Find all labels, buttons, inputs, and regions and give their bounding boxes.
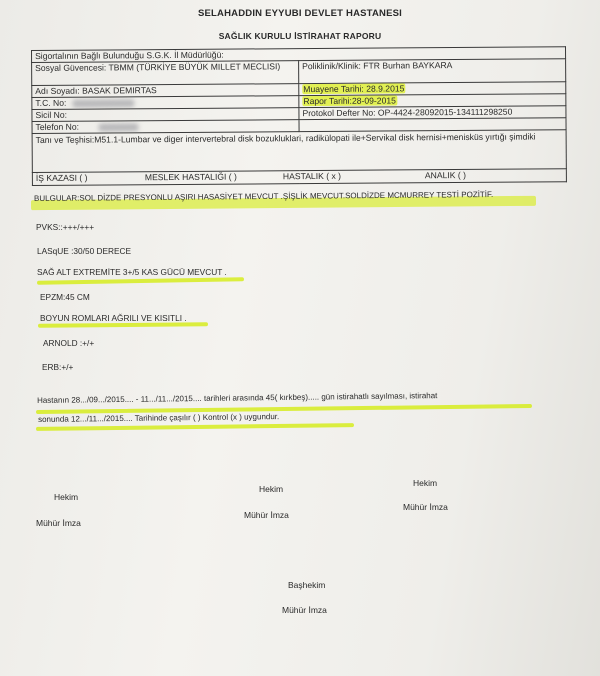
boyun-text: BOYUN ROMLARI AĞRILI VE KISITLI . [40,313,187,323]
insurer-cell: Sigortalının Bağlı Bulunduğu S.G.K. İl Müdürlüğü: [32,47,566,63]
case-maternity: ANALIK ( ) [424,169,466,181]
epzm-text: EPZM:45 CM [40,292,90,302]
case-illness: HASTALIK ( x ) [282,170,342,182]
form-row [32,130,566,173]
lasque-text: LASqUE :30/50 DERECE [37,246,132,256]
redacted-phone [99,123,139,131]
hospital-name: SELAHADDIN EYYUBI DEVLET HASTANESI [197,8,403,19]
arnold-text: ARNOLD :+/+ [43,338,95,348]
chief-doctor-title: Başhekim [288,580,326,590]
highlight-stroke [36,404,532,414]
highlight-stroke [36,423,354,431]
pvks-text: PVKS::+++/+++ [36,222,95,232]
registry-cell: Sicil No: [32,108,299,122]
tc-label: T.C. No: [35,97,67,108]
doctor-2-seal: Mühür İmza [244,510,289,520]
exam-date: Muayene Tarihi: 28.9.2015 [303,83,405,95]
patient-info-form [31,46,567,186]
doctor-1-title: Hekim [54,492,79,502]
doctor-3-seal: Mühür İmza [403,502,448,512]
social-security-cell: Sosyal Güvencesi: TBMM (TÜRKİYE BÜYÜK MILLET MECLISI) [32,61,299,86]
highlight-stroke [38,322,208,327]
name-cell: Adı Soyadı: BASAK DEMIRTAS [32,84,299,98]
report-title: SAĞLIK KURULU İSTİRAHAT RAPORU [218,31,382,41]
highlight-stroke [37,277,244,285]
form-row [32,169,566,186]
chief-doctor-seal: Mühür İmza [282,605,327,615]
protocol-cell: Protokol Defter No: OP-4424-28092015-134111298250 [299,106,566,120]
diagnosis-cell: Tanı ve Teşhisi:M51.1-Lumbar ve diger intervertebral disk bozukluklari, radikülopati ile+Servikal disk hernisi+menisküs yırtığı şimdiki [32,130,566,173]
extremite-text: SAĞ ALT EXTREMİTE 3+/5 KAS GÜCÜ MEVCUT . [37,267,227,277]
polyclinic-cell: Poliklinik/Klinik: FTR Burhan BAYKARA [299,59,566,84]
findings-text: BULGULAR:SOL DİZDE PRESYONLU AŞIRI HASASİYET MEVCUT .ŞİŞLİK MEVCUT.SOLDİZDE MCMURREY TESTİ POZİTİF. [34,189,494,203]
report-date: Rapor Tarihi:28-09-2015 [303,95,396,107]
case-type-cell [32,169,566,186]
rest-line-1: Hastanın 28.../09.../2015.... - 11.../11.../2015.... tarihleri arasında 45( kırkbeş)..... gün istirahatlı sayılması, istirahat [37,391,438,405]
doctor-2-title: Hekim [259,484,284,494]
erb-text: ERB:+/+ [42,362,74,372]
doctor-1-seal: Mühür İmza [36,518,81,528]
doctor-3-title: Hekim [413,478,438,488]
case-occupational: MESLEK HASTALIĞI ( ) [144,171,237,183]
redacted-tc [72,99,134,107]
rest-line-2: sonunda 12.../11.../2015.... Tarihinde çaşılır ( ) Kontrol (x ) uygundur. [38,412,280,424]
case-work-accident: İŞ KAZASI ( ) [35,172,88,183]
phone-label: Telefon No: [35,121,80,132]
